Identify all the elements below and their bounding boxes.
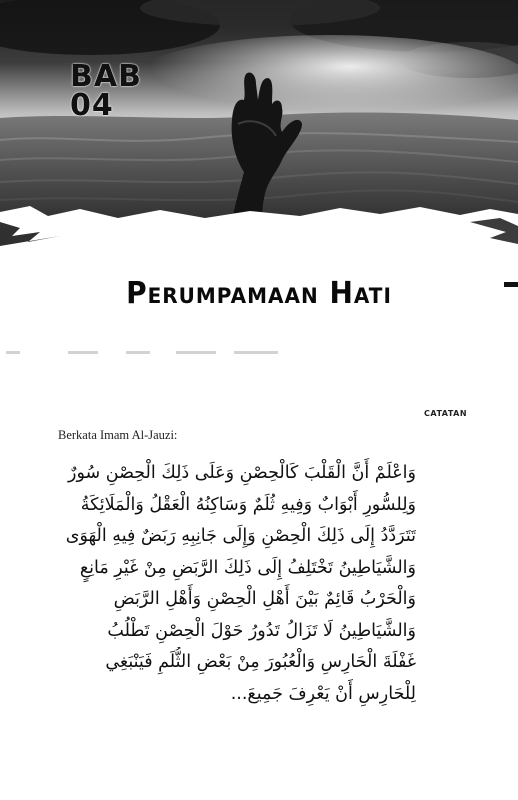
- header-image-sea-hand: [0, 0, 518, 250]
- quote-line: وَالشَّيَاطِينُ تَخْتَلِفُ إِلَى ذَلِكَ الرَّبَضِ مِنْ غَيْرِ مَانِعٍ: [79, 557, 416, 578]
- quote-line: وَالشَّيَاطِينُ لَا تَزَالُ تَدُورُ حَوْلَ الْحِصْنِ تَطْلُبُ: [107, 620, 416, 641]
- chapter-label: [70, 59, 142, 123]
- arabic-quote: [40, 458, 416, 710]
- quote-line: غَفْلَةَ الْحَارِسِ وَالْعُبُورَ مِنْ بَعْضِ الثُّلَمِ فَيَنْبَغِي: [105, 652, 416, 672]
- faint-divider: [6, 351, 286, 355]
- quote-line: لِلْحَارِسِ أَنْ يَعْرِفَ جَمِيعَ...: [230, 683, 416, 704]
- quote-line: وَاعْلَمْ أَنَّ الْقَلْبَ كَالْحِصْنِ وَعَلَى ذَلِكَ الْحِصْنِ سُورٌ: [68, 463, 416, 483]
- chapter-label-number: 04: [70, 88, 114, 123]
- chapter-label-bab: BAB: [70, 59, 142, 94]
- sea-hand-illustration: [0, 0, 518, 250]
- notes-label: CATATAN: [424, 409, 468, 418]
- quote-line: وَالْحَرْبُ قَائِمٌ بَيْنَ أَهْلِ الْحِصْنِ وَأَهْلِ الرَّبَضِ: [113, 589, 416, 609]
- quote-line: تَتَرَدَّدُ إِلَى ذَلِكَ الْحِصْنِ وَإِلَى جَانِبِهِ رَبَضٌ فِيهِ الْهَوَى: [65, 526, 416, 546]
- intro-text: Berkata Imam Al-Jauzi:: [58, 428, 178, 442]
- quote-line: وَلِلسُّورِ أَبْوَابٌ وَفِيهِ ثُلَمٌ وَسَاكِنُهُ الْعَقْلُ وَالْمَلَائِكَةُ: [80, 494, 416, 515]
- decorative-dash: [504, 282, 518, 287]
- chapter-title: Perumpamaan Hati: [126, 274, 392, 311]
